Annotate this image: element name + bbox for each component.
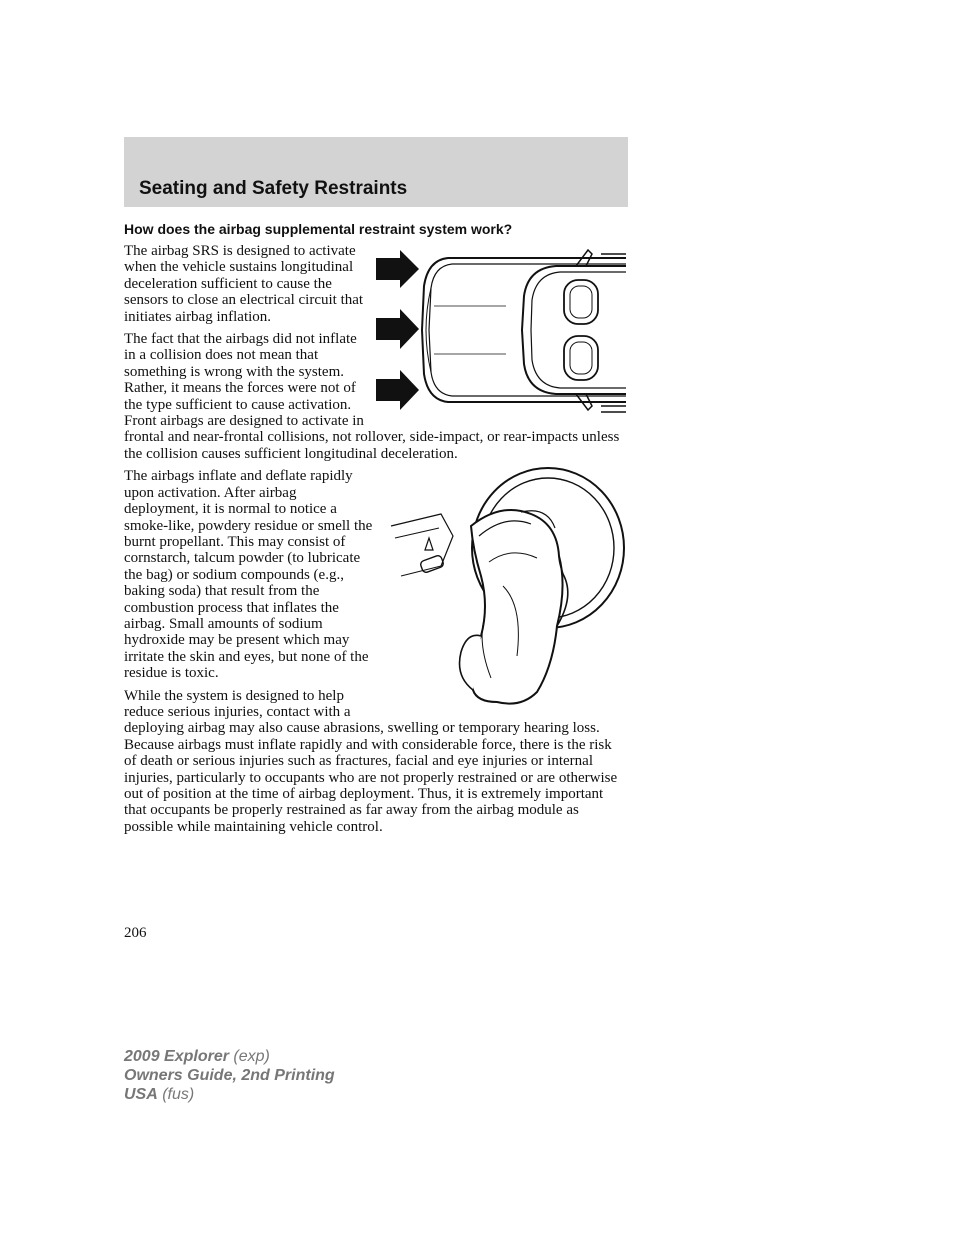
deployed-airbag-illustration [381,466,626,708]
footer-line-model: 2009 Explorer (exp) [124,1048,270,1065]
paragraph-no-inflation: The fact that the airbags did not inflate in a collision does not mean that something is wrong with the system. Rather, it means the forces were not of the type sufficient to cause activation. Front airbags are designed to activate in frontal and near-frontal collisions, not rollover, side-impact, or rear-impacts unless the collision causes sufficient longitudinal deceleration. [124,331,620,462]
impact-arrow-bottom [376,370,419,410]
section-title: Seating and Safety Restraints [139,178,408,199]
impact-arrow-middle [376,309,419,349]
footer-line-guide: Owners Guide, 2nd Printing [124,1067,335,1084]
impact-arrow-top [376,250,419,288]
page-number: 206 [124,925,147,941]
document-footer [124,1047,335,1104]
frontal-impact-car-illustration [376,246,626,420]
paragraph-injury-risk: While the system is designed to help reduce serious injuries, contact with a deploying airbag may also cause abrasions, swelling or temporary hearing loss. Because airbags must inflate rapidly and with considerable force, there is the risk of death or serious injuries such as fractures, facial and eye injuries or internal injuries, particularly to occupants who are not properly restrained or are otherwise out of position at the time of airbag deployment. Thus, it is extremely important that occupants be properly restrained as far away from the airbag module as possible while maintaining vehicle control. [124,687,618,835]
body-content [124,243,626,841]
paragraph-residue: The airbags inflate and deflate rapidly upon activation. After airbag deployment, it is normal to notice a smoke-like, powdery residue or smell the burnt propellant. This may consist of cornstarch, talcum powder (to lubricate the bag) or sodium compounds (e.g., baking soda) that result from the combustion process that inflates the airbag. Small amounts of sodium hydroxide may be present which may irritate the skin and eyes, but none of the residue is toxic. [124,468,373,682]
footer-line-market: USA (fus) [124,1086,195,1103]
paragraph-activation: The airbag SRS is designed to activate when the vehicle sustains longitudinal deceleration sufficient to cause the sensors to close an electrical circuit that initiates airbag inflation. [124,243,364,325]
question-heading: How does the airbag supplemental restraint system work? [124,221,513,237]
